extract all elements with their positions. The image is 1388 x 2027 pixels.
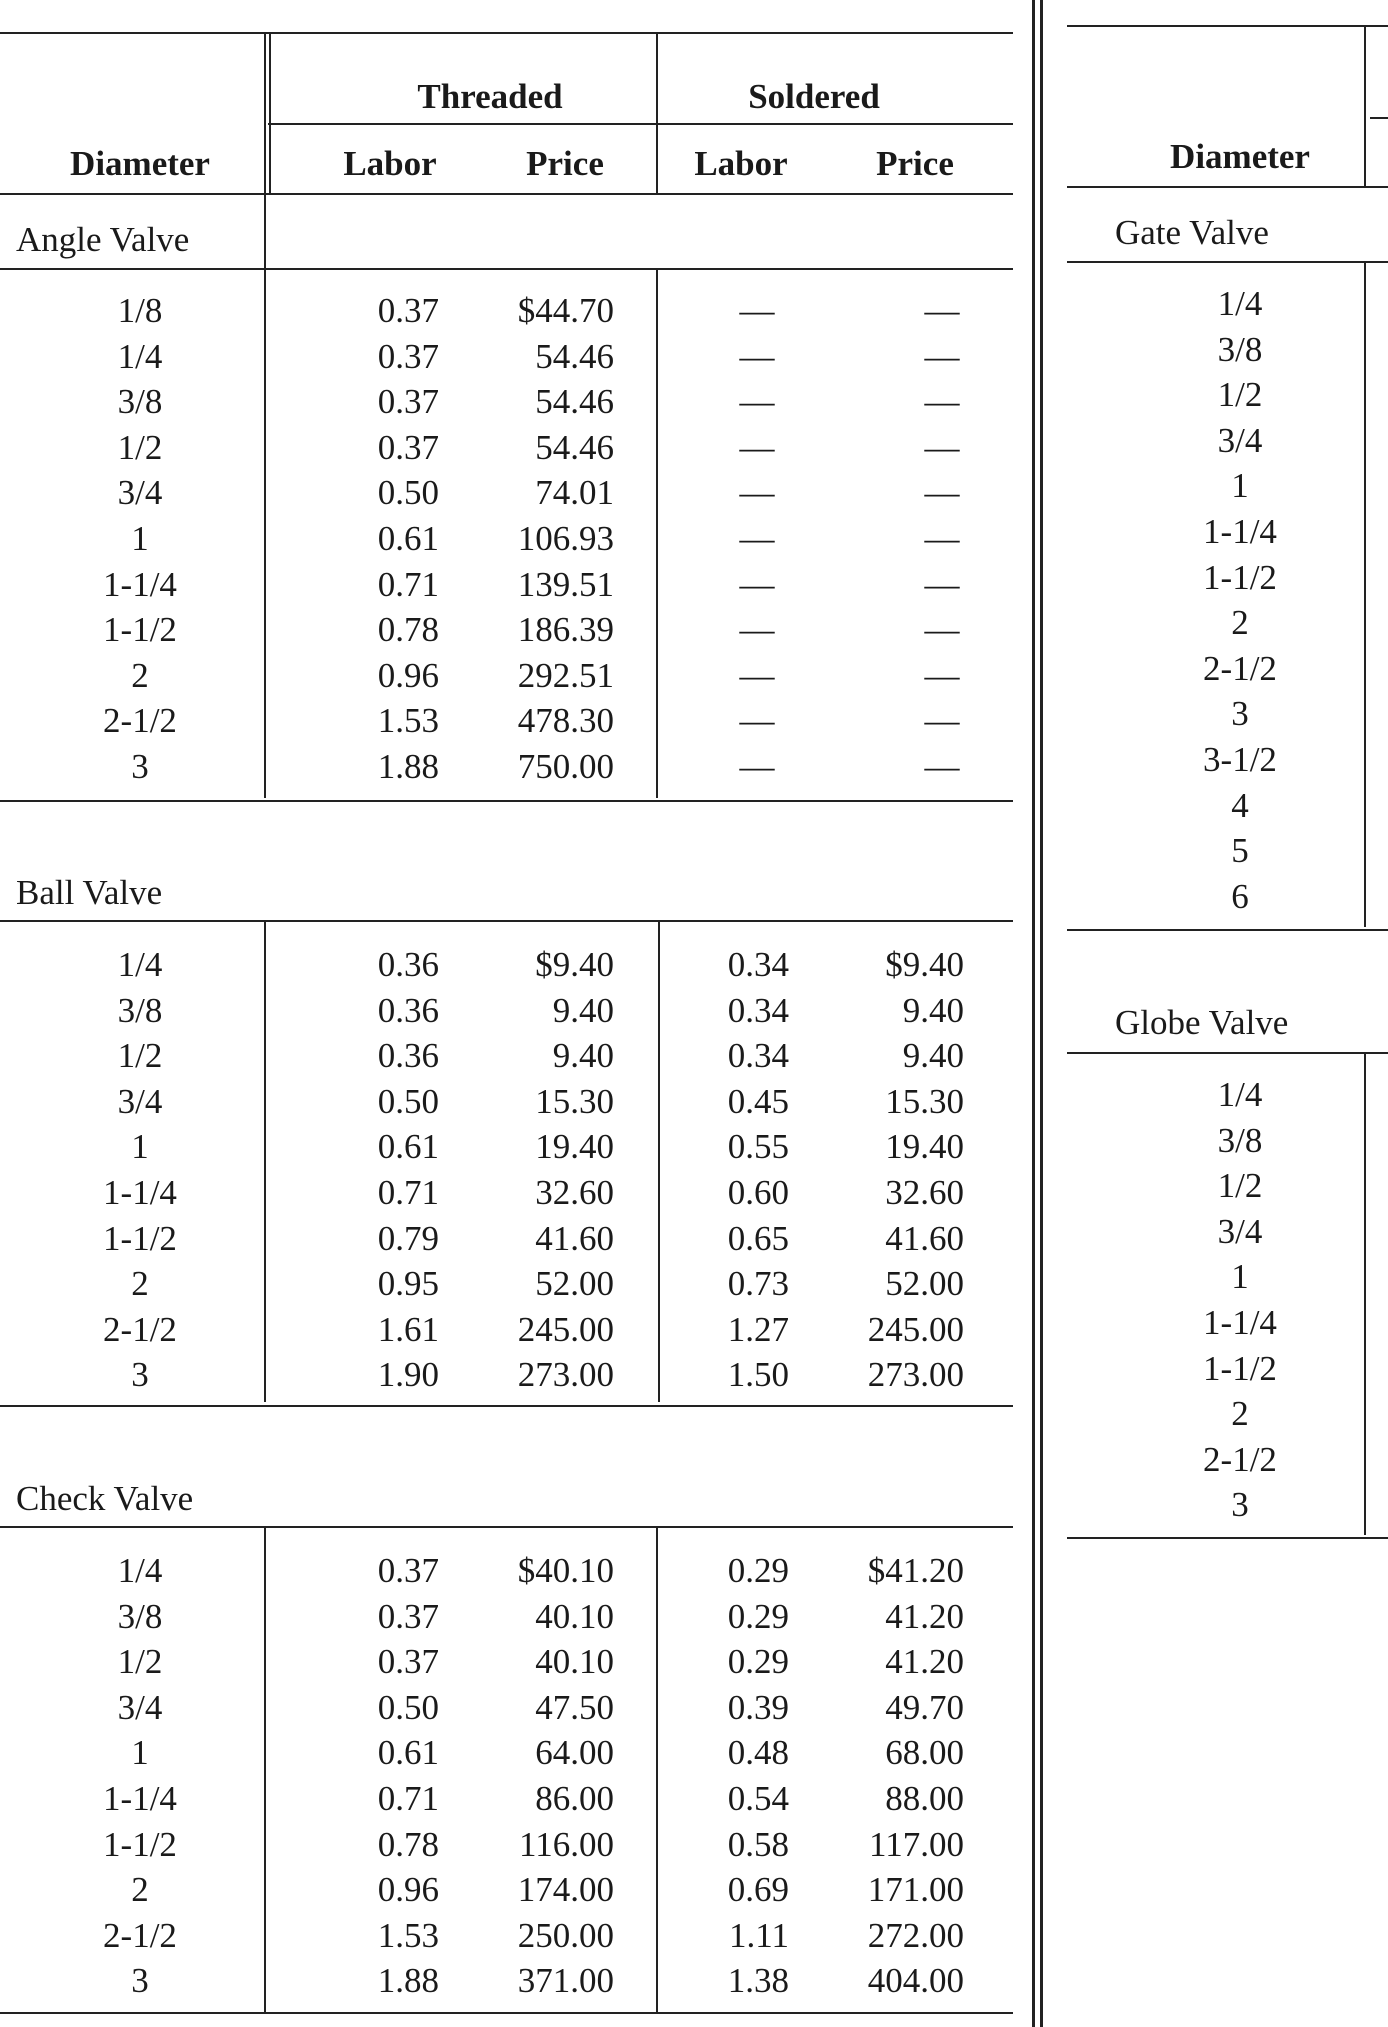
cell-soldered-price: —	[924, 382, 960, 422]
cell-threaded-price: 106.93	[517, 519, 614, 558]
cell-soldered-price: 41.60	[885, 1218, 964, 1258]
cell-soldered-labor: 0.55	[727, 1127, 789, 1167]
cell-soldered-labor: —	[739, 564, 775, 604]
cell-diameter: 1/4	[117, 945, 163, 984]
cell-diameter: 1-1/2	[1203, 1348, 1277, 1388]
cell-soldered-labor: 0.29	[727, 1551, 789, 1590]
cell-soldered-labor: 0.29	[727, 1642, 789, 1682]
cell-diameter: 1-1/4	[1203, 1303, 1277, 1342]
section-title-check-valve: Check Valve	[16, 1479, 194, 1518]
cell-soldered-price: —	[924, 519, 960, 558]
cell-diameter: 1	[1231, 1257, 1249, 1297]
cell-threaded-labor: 0.61	[377, 1733, 439, 1773]
cell-threaded-labor: 0.78	[377, 1824, 439, 1864]
cell-threaded-price: 9.40	[552, 990, 614, 1030]
cell-soldered-price: 88.00	[885, 1779, 964, 1818]
right-gate-top-rule	[1067, 261, 1388, 263]
header-threaded-price: Price	[526, 144, 604, 183]
right-header-bottom-rule	[1067, 186, 1388, 188]
cell-soldered-price: —	[924, 473, 960, 513]
right-globe-divider	[1364, 1052, 1366, 1535]
left-top-rule	[0, 32, 1013, 34]
cell-diameter: 5	[1231, 831, 1249, 871]
cell-diameter: 1-1/4	[103, 564, 177, 604]
left-ball-divider	[658, 920, 660, 1402]
left-title-divider	[264, 193, 266, 268]
right-gate-bottom-rule	[1067, 929, 1388, 931]
cell-soldered-labor: —	[739, 473, 775, 513]
cell-threaded-price: 47.50	[535, 1687, 614, 1727]
right-gate-divider	[1364, 261, 1366, 927]
cell-soldered-labor: —	[739, 427, 775, 467]
cell-threaded-price: 250.00	[517, 1915, 614, 1955]
cell-threaded-labor: 0.50	[377, 1081, 439, 1121]
right-globe-top-rule	[1067, 1052, 1388, 1054]
cell-threaded-price: 174.00	[517, 1870, 614, 1910]
left-angle-bottom-rule	[0, 800, 1013, 802]
cell-soldered-price: 68.00	[885, 1733, 964, 1773]
cell-threaded-labor: 1.53	[377, 701, 439, 741]
cell-threaded-price: 74.01	[535, 473, 614, 513]
cell-soldered-price: 9.40	[902, 990, 964, 1030]
cell-diameter: 1	[131, 1733, 149, 1773]
left-header-double-rule-b	[269, 32, 271, 193]
cell-threaded-price: 139.51	[517, 564, 614, 604]
cell-threaded-labor: 0.36	[377, 1036, 439, 1076]
cell-diameter: 1/4	[1217, 284, 1263, 323]
cell-threaded-labor: 0.78	[377, 610, 439, 650]
cell-diameter: 2	[131, 655, 149, 695]
cell-soldered-labor: —	[739, 336, 775, 376]
cell-diameter: 2	[131, 1870, 149, 1910]
section-title-globe-valve: Globe Valve	[1115, 1003, 1289, 1042]
cell-threaded-price: 40.10	[535, 1642, 614, 1682]
section-title-gate-valve: Gate Valve	[1115, 213, 1269, 252]
cell-soldered-price: 15.30	[885, 1081, 964, 1121]
cell-threaded-labor: 0.50	[377, 1687, 439, 1727]
cell-threaded-labor: 0.96	[377, 1870, 439, 1910]
cell-diameter: 3	[1231, 1485, 1249, 1525]
cell-threaded-labor: 0.79	[377, 1218, 439, 1258]
cell-threaded-price: 40.10	[535, 1596, 614, 1636]
cell-soldered-labor: 0.65	[727, 1218, 789, 1258]
cell-diameter: 1	[131, 1127, 149, 1167]
left-check-bottom-rule	[0, 2012, 1013, 2014]
cell-diameter: 3/8	[117, 1596, 163, 1636]
cell-threaded-labor: 0.61	[377, 519, 439, 558]
right-globe-bottom-rule	[1067, 1537, 1388, 1539]
cell-diameter: 3/4	[1217, 1211, 1263, 1251]
cell-soldered-price: 41.20	[885, 1642, 964, 1682]
cell-soldered-price: 41.20	[885, 1596, 964, 1636]
cell-diameter: 1-1/2	[1203, 557, 1277, 597]
cell-diameter: 4	[1231, 785, 1249, 825]
cell-threaded-labor: 0.37	[377, 1596, 439, 1636]
cell-threaded-labor: 0.37	[377, 291, 439, 330]
cell-soldered-price: 245.00	[867, 1309, 964, 1349]
cell-soldered-price: 272.00	[867, 1915, 964, 1955]
cell-threaded-labor: 0.50	[377, 473, 439, 513]
cell-diameter: 1	[131, 519, 149, 558]
cell-threaded-price: 64.00	[535, 1733, 614, 1773]
right-top-rule	[1067, 25, 1388, 27]
cell-soldered-price: 171.00	[867, 1870, 964, 1910]
cell-soldered-price: 52.00	[885, 1264, 964, 1304]
cell-threaded-price: 15.30	[535, 1081, 614, 1121]
cell-soldered-labor: —	[739, 701, 775, 741]
cell-soldered-labor: —	[739, 519, 775, 558]
cell-threaded-price: 245.00	[517, 1309, 614, 1349]
cell-diameter: 2-1/2	[1203, 1439, 1277, 1479]
cell-threaded-labor: 1.90	[377, 1355, 439, 1395]
cell-diameter: 1-1/4	[103, 1779, 177, 1818]
cell-soldered-price: —	[924, 655, 960, 695]
cell-soldered-price: 404.00	[867, 1961, 964, 2001]
header-soldered-labor: Labor	[694, 144, 788, 183]
cell-threaded-price: 52.00	[535, 1264, 614, 1304]
cell-diameter: 1/4	[1217, 1075, 1263, 1114]
cell-threaded-price: 478.30	[517, 701, 614, 741]
cell-soldered-labor: 1.38	[727, 1961, 789, 2001]
cell-soldered-labor: —	[739, 747, 775, 786]
section-title-angle-valve: Angle Valve	[16, 220, 190, 259]
cell-diameter: 3/8	[117, 990, 163, 1030]
right-group-rule	[1370, 117, 1388, 119]
cell-threaded-labor: 0.95	[377, 1264, 439, 1304]
cell-soldered-labor: 0.54	[727, 1779, 789, 1818]
cell-diameter: 1/2	[117, 427, 163, 467]
cell-soldered-labor: 1.11	[729, 1915, 789, 1955]
cell-threaded-price: 54.46	[535, 382, 614, 422]
cell-soldered-labor: 1.27	[727, 1309, 789, 1349]
cell-threaded-labor: 0.71	[377, 564, 439, 604]
cell-soldered-price: —	[924, 336, 960, 376]
cell-diameter: 3	[131, 747, 149, 786]
cell-diameter: 1/2	[1217, 1166, 1263, 1206]
left-title-rule	[0, 268, 1013, 270]
left-check-divider	[656, 1526, 658, 2012]
cell-threaded-price: $40.10	[517, 1551, 614, 1590]
cell-threaded-labor: 0.37	[377, 427, 439, 467]
cell-threaded-price: 41.60	[535, 1218, 614, 1258]
cell-diameter: 1/8	[117, 291, 163, 330]
cell-threaded-price: 54.46	[535, 427, 614, 467]
cell-diameter: 1/4	[117, 336, 163, 376]
cell-soldered-price: —	[924, 291, 960, 330]
cell-threaded-labor: 0.36	[377, 945, 439, 984]
cell-soldered-labor: 0.58	[727, 1824, 789, 1864]
cell-threaded-labor: 0.37	[377, 382, 439, 422]
cell-diameter: 2	[1231, 1394, 1249, 1434]
left-ball-double-rule	[264, 920, 266, 1402]
cell-soldered-price: 117.00	[869, 1824, 964, 1864]
header-diameter: Diameter	[70, 144, 210, 183]
cell-diameter: 1/4	[117, 1551, 163, 1590]
cell-soldered-price: 19.40	[885, 1127, 964, 1167]
header-threaded-labor: Labor	[343, 144, 437, 183]
cell-soldered-labor: —	[739, 382, 775, 422]
cell-soldered-labor: —	[739, 291, 775, 330]
cell-soldered-price: $41.20	[867, 1551, 964, 1590]
cell-soldered-labor: 0.60	[727, 1173, 789, 1212]
cell-soldered-price: 49.70	[885, 1687, 964, 1727]
cell-soldered-labor: —	[739, 610, 775, 650]
cell-diameter: 1	[1231, 466, 1249, 506]
cell-soldered-labor: 0.45	[727, 1081, 789, 1121]
cell-diameter: 6	[1231, 876, 1249, 916]
cell-soldered-price: 273.00	[867, 1355, 964, 1395]
cell-diameter: 3/8	[117, 382, 163, 422]
cell-diameter: 2	[1231, 603, 1249, 643]
header-threaded: Threaded	[417, 77, 563, 116]
cell-diameter: 2	[131, 1264, 149, 1304]
cell-diameter: 1/2	[117, 1036, 163, 1076]
cell-threaded-labor: 0.37	[377, 1642, 439, 1682]
cell-threaded-labor: 0.71	[377, 1173, 439, 1212]
cell-diameter: 1-1/2	[103, 1218, 177, 1258]
cell-diameter: 1/2	[117, 1642, 163, 1682]
cell-threaded-labor: 0.36	[377, 990, 439, 1030]
cell-soldered-price: —	[924, 747, 960, 786]
cell-threaded-price: 186.39	[517, 610, 614, 650]
cell-diameter: 3	[1231, 694, 1249, 734]
cell-threaded-labor: 0.37	[377, 336, 439, 376]
cell-soldered-labor: 0.34	[727, 990, 789, 1030]
cell-soldered-price: —	[924, 427, 960, 467]
cell-diameter: 3	[131, 1961, 149, 2001]
cell-threaded-labor: 0.96	[377, 655, 439, 695]
cell-threaded-labor: 0.37	[377, 1551, 439, 1590]
cell-threaded-labor: 1.61	[377, 1309, 439, 1349]
cell-diameter: 3-1/2	[1203, 740, 1277, 779]
cell-threaded-price: 54.46	[535, 336, 614, 376]
right-header-diameter: Diameter	[1170, 137, 1310, 176]
cell-threaded-price: 371.00	[517, 1961, 614, 2001]
cell-threaded-price: $9.40	[535, 945, 614, 984]
cell-threaded-price: 9.40	[552, 1036, 614, 1076]
cell-diameter: 2-1/2	[1203, 648, 1277, 688]
cell-threaded-labor: 0.71	[377, 1779, 439, 1818]
left-header-double-rule-a	[264, 32, 266, 193]
cell-soldered-labor: 1.50	[727, 1355, 789, 1395]
cell-diameter: 3/4	[117, 1687, 163, 1727]
cell-soldered-labor: 0.29	[727, 1596, 789, 1636]
cell-diameter: 3/8	[1217, 1120, 1263, 1160]
cell-threaded-price: 32.60	[535, 1173, 614, 1212]
cell-soldered-price: 32.60	[885, 1173, 964, 1212]
cell-soldered-price: —	[924, 564, 960, 604]
cell-diameter: 3	[131, 1355, 149, 1395]
cell-diameter: 1-1/2	[103, 610, 177, 650]
cell-soldered-price: —	[924, 701, 960, 741]
cell-diameter: 1/2	[1217, 375, 1263, 415]
cell-soldered-labor: 0.34	[727, 945, 789, 984]
cell-threaded-labor: 1.88	[377, 747, 439, 786]
cell-soldered-price: $9.40	[885, 945, 964, 984]
cell-diameter: 1-1/4	[103, 1173, 177, 1212]
cell-soldered-labor: 0.69	[727, 1870, 789, 1910]
cell-threaded-labor: 0.61	[377, 1127, 439, 1167]
cell-diameter: 2-1/2	[103, 1915, 177, 1955]
cell-soldered-price: —	[924, 610, 960, 650]
left-ball-bottom-rule	[0, 1405, 1013, 1407]
header-soldered: Soldered	[748, 77, 880, 116]
cell-diameter: 2-1/2	[103, 1309, 177, 1349]
cell-soldered-labor: —	[739, 655, 775, 695]
cell-threaded-price: $44.70	[517, 291, 614, 330]
cell-threaded-price: 116.00	[519, 1824, 614, 1864]
center-double-rule-a	[1032, 0, 1035, 2027]
cell-threaded-labor: 1.53	[377, 1915, 439, 1955]
cell-diameter: 3/8	[1217, 329, 1263, 369]
cell-diameter: 1-1/4	[1203, 512, 1277, 551]
header-soldered-price: Price	[876, 144, 954, 183]
cell-soldered-labor: 0.48	[727, 1733, 789, 1773]
left-angle-double-rule	[264, 268, 266, 798]
center-double-rule-b	[1040, 0, 1043, 2027]
cell-threaded-price: 292.51	[517, 655, 614, 695]
left-ball-top-rule	[0, 920, 1013, 922]
cell-diameter: 3/4	[117, 1081, 163, 1121]
cell-diameter: 3/4	[117, 473, 163, 513]
cell-soldered-price: 9.40	[902, 1036, 964, 1076]
cell-threaded-price: 86.00	[535, 1779, 614, 1818]
left-header-bottom-rule	[0, 193, 1013, 195]
right-header-divider	[1364, 25, 1366, 186]
left-header-divider	[656, 32, 658, 193]
cell-soldered-labor: 0.73	[727, 1264, 789, 1304]
cell-diameter: 2-1/2	[103, 701, 177, 741]
cell-soldered-labor: 0.34	[727, 1036, 789, 1076]
left-angle-divider	[656, 268, 658, 798]
cell-diameter: 1-1/2	[103, 1824, 177, 1864]
cell-threaded-price: 273.00	[517, 1355, 614, 1395]
cell-soldered-labor: 0.39	[727, 1687, 789, 1727]
left-check-top-rule	[0, 1526, 1013, 1528]
cell-diameter: 3/4	[1217, 420, 1263, 460]
cell-threaded-labor: 1.88	[377, 1961, 439, 2001]
left-group-rule	[268, 123, 1013, 125]
left-check-double-rule	[264, 1526, 266, 2012]
cell-threaded-price: 750.00	[517, 747, 614, 786]
section-title-ball-valve: Ball Valve	[16, 873, 163, 912]
cell-threaded-price: 19.40	[535, 1127, 614, 1167]
